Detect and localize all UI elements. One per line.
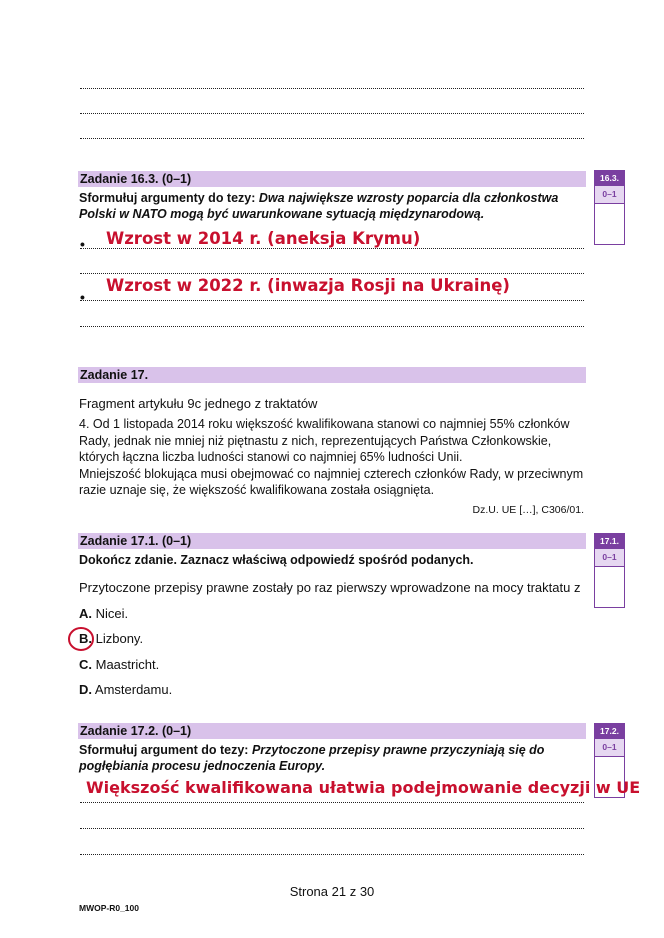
paragraph-line: 4. Od 1 listopada 2014 roku większość kwalifikowana stanowi co najmniej 55% członków (79, 417, 570, 431)
answer-line (80, 326, 584, 327)
task-16-3-header: Zadanie 16.3. (0–1) (78, 171, 586, 187)
thesis-line-1: Dwa największe wzrosty poparcia dla członkostwa (258, 191, 559, 205)
option-letter: D. (79, 682, 92, 697)
thesis-line-2: Polski w NATO mogą być uwarunkowane sytuacją międzynarodową. (79, 207, 485, 221)
answer-line (80, 854, 584, 855)
answer-line (80, 88, 584, 89)
exam-code: MWOP-R0_100 (79, 903, 139, 913)
question-stem: Przytoczone przepisy prawne zostały po raz pierwszy wprowadzone na mocy traktatu z (79, 580, 581, 595)
score-box-16-3 (594, 170, 625, 245)
task-16-3-instruction (79, 190, 558, 206)
instruction-lead: Sformułuj argumenty do tezy: (79, 191, 259, 205)
instruction-lead: Sformułuj argument do tezy: (79, 743, 252, 757)
answer-line (80, 802, 584, 803)
score-points: 0–1 (595, 739, 624, 757)
source-paragraph (79, 416, 589, 499)
option-letter: B. (79, 631, 92, 646)
handwritten-answer-2: Wzrost w 2022 r. (inwazja Rosji na Ukrainę) (106, 276, 510, 295)
option-letter: A. (79, 606, 92, 621)
option-text: Lizbony. (95, 631, 144, 646)
answer-line (80, 113, 584, 114)
handwritten-answer-1: Wzrost w 2014 r. (aneksja Krymu) (106, 229, 421, 248)
score-label: 16.3. (595, 171, 624, 186)
answer-line (80, 273, 584, 274)
answer-line (80, 248, 584, 249)
source-title: Fragment artykułu 9c jednego z traktatów (79, 396, 318, 411)
score-points: 0–1 (595, 549, 624, 567)
thesis-line-1: Przytoczone przepisy prawne przyczyniają się do (251, 743, 545, 757)
answer-line (80, 300, 584, 301)
score-label: 17.1. (595, 534, 624, 549)
task-17-1-instruction: Dokończ zdanie. Zaznacz właściwą odpowiedź spośród podanych. (79, 553, 474, 567)
task-17-1-header: Zadanie 17.1. (0–1) (78, 533, 586, 549)
answer-circle-mark (66, 624, 96, 654)
option-a[interactable] (79, 606, 128, 622)
citation: Dz.U. UE […], C306/01. (472, 504, 584, 516)
thesis-line-2: pogłębiania procesu jednoczenia Europy. (79, 759, 326, 773)
option-letter: C. (79, 657, 92, 672)
option-d[interactable] (79, 682, 172, 698)
option-text: Maastricht. (95, 657, 160, 672)
option-text: Amsterdamu. (94, 682, 173, 697)
bullet: • (80, 236, 85, 252)
option-c[interactable] (79, 657, 159, 673)
score-points: 0–1 (595, 186, 624, 204)
answer-line (80, 828, 584, 829)
handwritten-answer: Większość kwalifikowana ułatwia podejmowanie decyzji w UE (86, 778, 641, 797)
score-label: 17.2. (595, 724, 624, 739)
option-text: Nicei. (95, 606, 129, 621)
task-17-2-instruction (79, 742, 544, 758)
paragraph-line: razie uznaje się, że większość kwalifikowana została osiągnięta. (79, 483, 435, 497)
page-number: Strona 21 z 30 (289, 884, 375, 899)
task-17-2-header: Zadanie 17.2. (0–1) (78, 723, 586, 739)
paragraph-line: Rady, jednak nie mniej niż piętnastu z nich, reprezentujących Państwa Członkowskie, (79, 433, 552, 448)
paragraph-line: Mniejszość blokująca musi obejmować co najmniej czterech członków Rady, w przeciwnym (79, 466, 584, 481)
answer-line (80, 138, 584, 139)
task-17-header: Zadanie 17. (78, 367, 586, 383)
paragraph-line: których łączna liczba ludności stanowi co najmniej 65% ludności Unii. (79, 450, 463, 464)
bullet: • (80, 289, 85, 305)
score-box-17-1 (594, 533, 625, 608)
